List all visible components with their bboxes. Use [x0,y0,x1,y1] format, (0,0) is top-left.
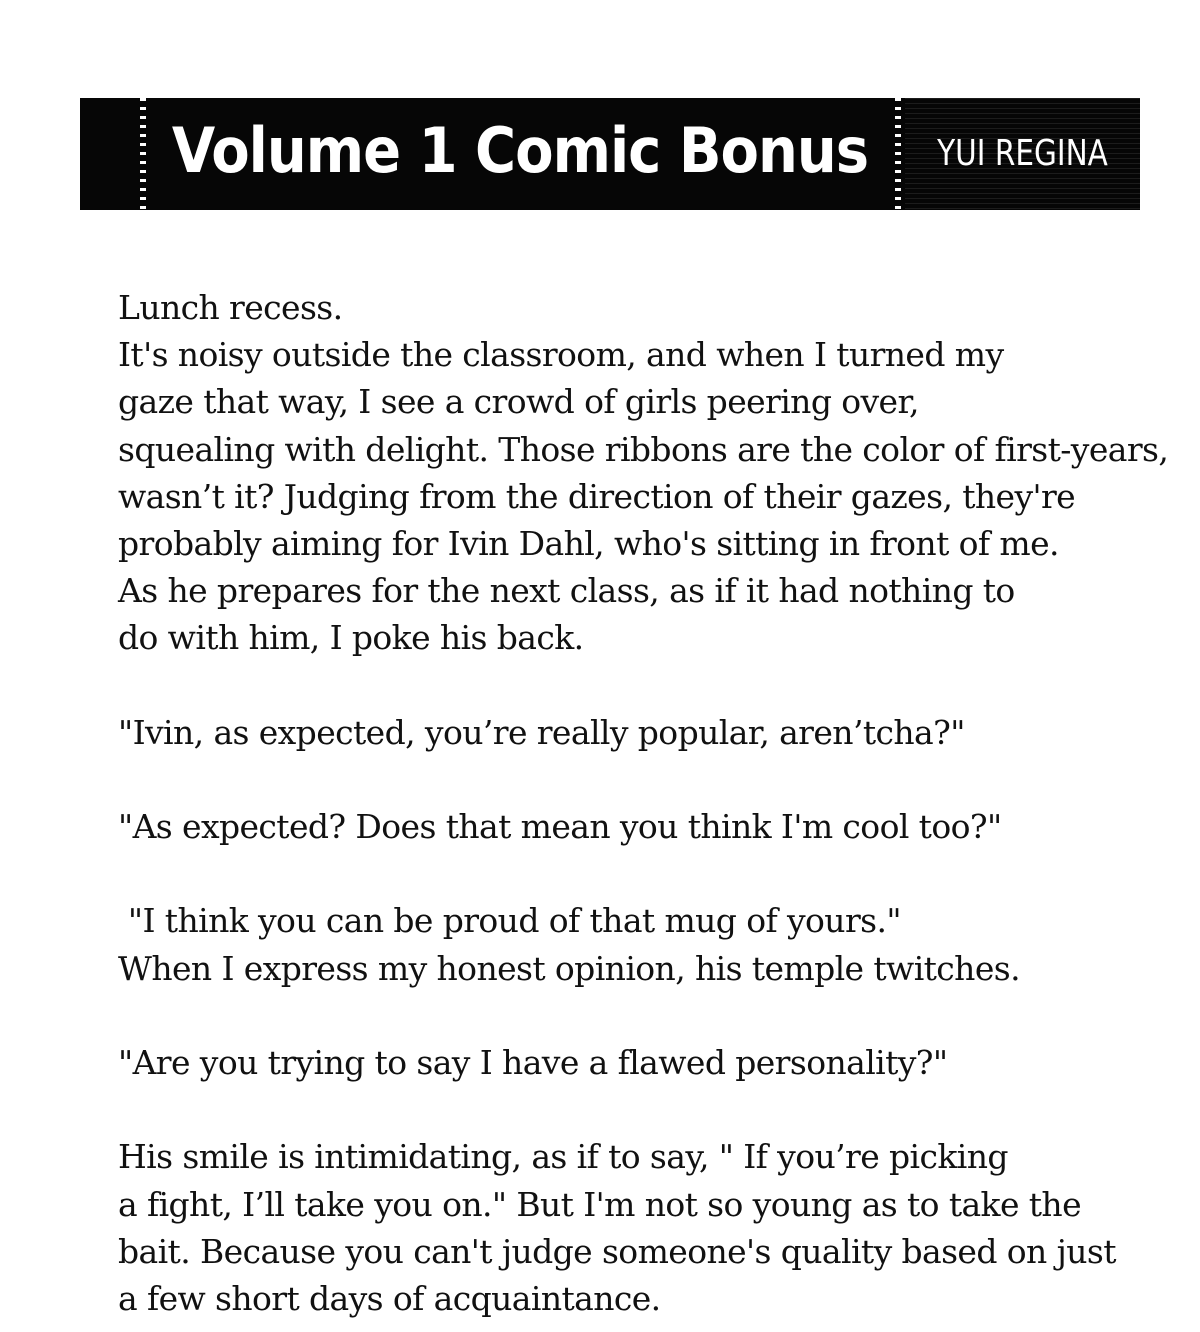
blank-line [118,850,1188,897]
text-line: When I express my honest opinion, his temple twitches. [118,948,1020,988]
blank-line [118,992,1188,1039]
blank-line [118,662,1188,709]
text-line: gaze that way, I see a crowd of girls peering over, [118,382,919,422]
dialogue-line: "Are you trying to say I have a flawed personality?" [118,1043,948,1082]
text-line: Lunch recess. [118,288,343,327]
dialogue-line: "Ivin, as expected, you’re really popular, aren’tcha?" [118,712,965,752]
text-line: It's noisy outside the classroom, and when I turned my [118,335,1004,375]
blank-line [118,1086,1188,1133]
text-line: do with him, I poke his back. [118,618,584,658]
perforation-right [895,98,901,210]
dialogue-line: "As expected? Does that mean you think I'm cool too?" [118,807,1002,847]
text-line: bait. Because you can't judge someone's quality based on just [118,1231,1116,1271]
text-line: As he prepares for the next class, as if it had nothing to [118,571,1015,611]
chapter-title: Volume 1 Comic Bonus SS [171,114,869,309]
author-panel [905,98,1140,210]
text-line: wasn’t it? Judging from the direction of their gazes, they're [118,476,1076,516]
blank-line [118,756,1188,803]
text-line: a fight, I’ll take you on." But I'm not so young as to take the [118,1184,1082,1224]
author-name: YUI REGINA [937,133,1108,174]
dialogue-line: "I think you can be proud of that mug of yours." [118,901,901,941]
perforation-left [140,98,146,210]
text-line: probably aiming for Ivin Dahl, who's sitting in front of me. [118,523,1059,563]
text-line: squealing with delight. Those ribbons are the color of first-years, [118,429,1169,469]
story-text [118,284,1188,1322]
text-line: His smile is intimidating, as if to say, " If you’re picking [118,1137,1008,1177]
text-line: a few short days of acquaintance. [118,1278,661,1318]
